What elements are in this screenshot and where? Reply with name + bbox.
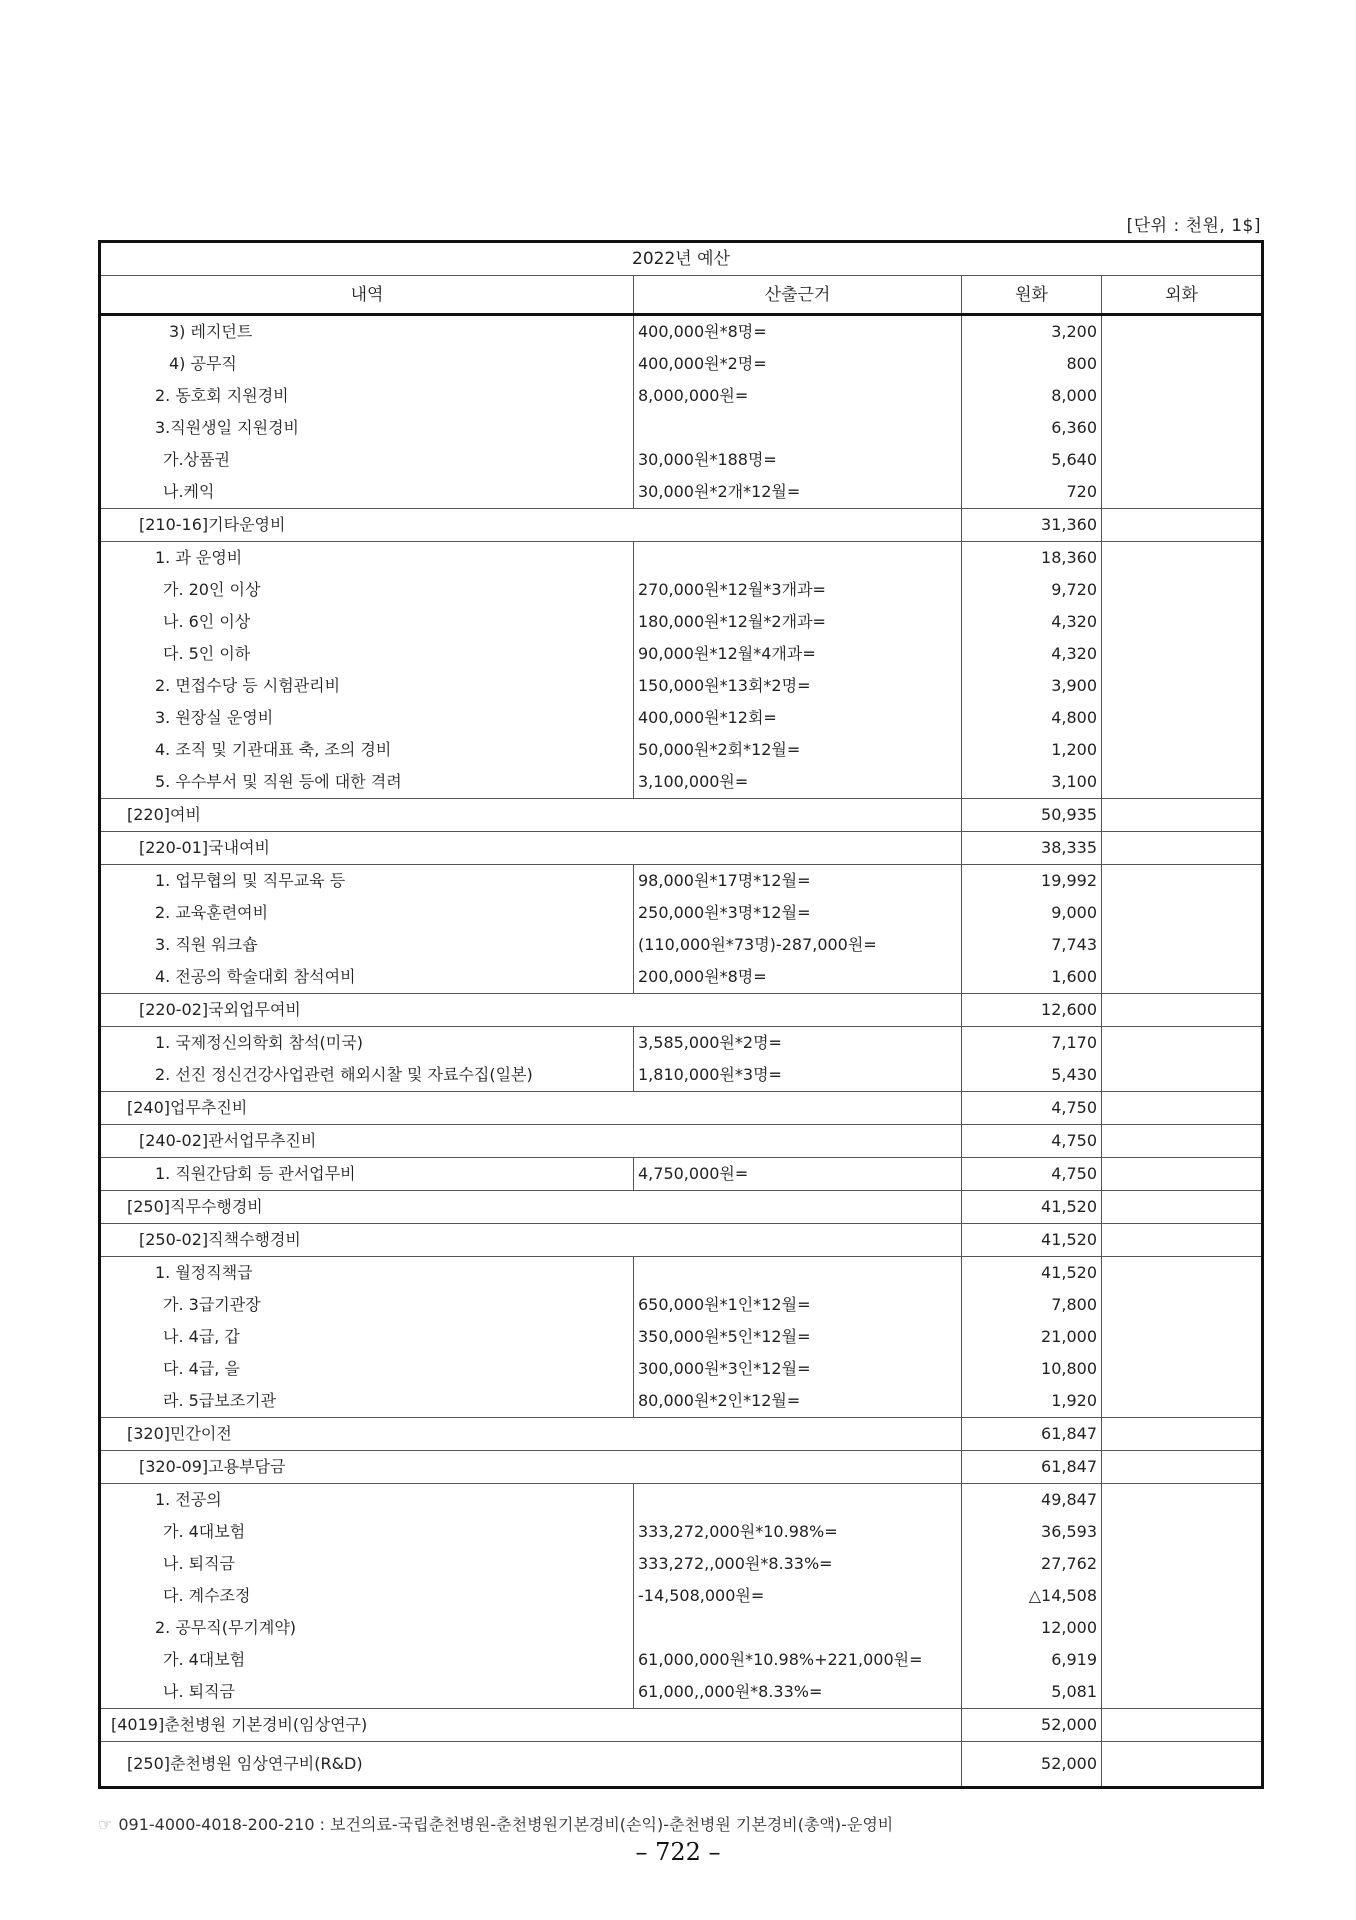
row-description: [250]춘천병원 임상연구비(R&D)	[100, 1742, 962, 1788]
row-description: 5. 우수부서 및 직원 등에 대한 격려	[100, 766, 634, 799]
row-description: 다. 4급, 을	[100, 1353, 634, 1385]
row-foreign-amount	[1102, 574, 1263, 606]
row-foreign-amount	[1102, 1092, 1263, 1125]
table-row	[100, 799, 1263, 832]
table-row	[100, 1385, 1263, 1418]
table-row	[100, 1580, 1263, 1612]
row-description: [4019]춘천병원 기본경비(임상연구)	[100, 1709, 962, 1742]
row-krw-amount: 21,000	[962, 1321, 1102, 1353]
row-foreign-amount	[1102, 1059, 1263, 1092]
row-description: 2. 선진 정신건강사업관련 해외시찰 및 자료수집(일본)	[100, 1059, 634, 1092]
row-basis	[634, 1484, 962, 1517]
row-krw-amount: 720	[962, 476, 1102, 509]
row-description: 다. 계수조정	[100, 1580, 634, 1612]
row-foreign-amount	[1102, 509, 1263, 542]
table-row	[100, 1321, 1263, 1353]
row-krw-amount: 10,800	[962, 1353, 1102, 1385]
row-foreign-amount	[1102, 380, 1263, 412]
row-description: 3) 레지던트	[100, 315, 634, 349]
row-basis: 98,000원*17명*12월=	[634, 865, 962, 898]
row-foreign-amount	[1102, 1484, 1263, 1517]
table-row	[100, 1092, 1263, 1125]
row-basis: 333,272,000원*10.98%=	[634, 1516, 962, 1548]
row-foreign-amount	[1102, 994, 1263, 1027]
row-foreign-amount	[1102, 412, 1263, 444]
row-description: 1. 월정직책급	[100, 1257, 634, 1290]
row-basis: 3,585,000원*2명=	[634, 1027, 962, 1060]
row-foreign-amount	[1102, 1644, 1263, 1676]
row-description: 3. 직원 워크숍	[100, 929, 634, 961]
table-row	[100, 380, 1263, 412]
row-basis: 1,810,000원*3명=	[634, 1059, 962, 1092]
row-krw-amount: 49,847	[962, 1484, 1102, 1517]
row-description: 다. 5인 이하	[100, 638, 634, 670]
row-krw-amount: 3,100	[962, 766, 1102, 799]
row-description: 3.직원생일 지원경비	[100, 412, 634, 444]
row-basis	[634, 1612, 962, 1644]
row-foreign-amount	[1102, 734, 1263, 766]
row-foreign-amount	[1102, 1676, 1263, 1709]
row-foreign-amount	[1102, 1353, 1263, 1385]
row-foreign-amount	[1102, 832, 1263, 865]
table-body	[100, 315, 1263, 1788]
row-foreign-amount	[1102, 638, 1263, 670]
row-description: 4) 공무직	[100, 348, 634, 380]
row-krw-amount: 41,520	[962, 1257, 1102, 1290]
row-description: 2. 공무직(무기계약)	[100, 1612, 634, 1644]
row-foreign-amount	[1102, 1289, 1263, 1321]
table-row	[100, 1451, 1263, 1484]
row-description: 2. 교육훈련여비	[100, 897, 634, 929]
row-basis: 90,000원*12월*4개과=	[634, 638, 962, 670]
row-description: [240]업무추진비	[100, 1092, 962, 1125]
row-krw-amount: 36,593	[962, 1516, 1102, 1548]
pointing-hand-icon: ☞	[98, 1815, 113, 1834]
row-krw-amount: 4,800	[962, 702, 1102, 734]
row-krw-amount: 50,935	[962, 799, 1102, 832]
row-description: [220]여비	[100, 799, 962, 832]
table-row	[100, 348, 1263, 380]
row-basis: 650,000원*1인*12월=	[634, 1289, 962, 1321]
row-krw-amount: 7,800	[962, 1289, 1102, 1321]
table-row	[100, 1353, 1263, 1385]
row-foreign-amount	[1102, 542, 1263, 575]
row-basis: 400,000원*8명=	[634, 315, 962, 349]
row-krw-amount: 800	[962, 348, 1102, 380]
row-description: [220-01]국내여비	[100, 832, 962, 865]
row-description: [210-16]기타운영비	[100, 509, 962, 542]
table-row	[100, 638, 1263, 670]
budget-table	[98, 240, 1264, 1789]
row-foreign-amount	[1102, 1742, 1263, 1788]
row-basis: 3,100,000원=	[634, 766, 962, 799]
footnote-text: 091-4000-4018-200-210 : 보건의료-국립춘천병원-춘천병원기본경비(손익)-춘천병원 기본경비(총액)-운영비	[118, 1815, 894, 1834]
row-basis	[634, 542, 962, 575]
row-basis: 150,000원*13회*2명=	[634, 670, 962, 702]
row-description: 가.상품권	[100, 444, 634, 476]
table-row	[100, 1027, 1263, 1060]
row-basis: 250,000원*3명*12월=	[634, 897, 962, 929]
row-foreign-amount	[1102, 1224, 1263, 1257]
row-basis: 61,000,000원*10.98%+221,000원=	[634, 1644, 962, 1676]
row-krw-amount: 9,000	[962, 897, 1102, 929]
row-foreign-amount	[1102, 702, 1263, 734]
row-krw-amount: 41,520	[962, 1191, 1102, 1224]
row-basis: 270,000원*12월*3개과=	[634, 574, 962, 606]
row-foreign-amount	[1102, 1191, 1263, 1224]
row-basis: (110,000원*73명)-287,000원=	[634, 929, 962, 961]
row-foreign-amount	[1102, 348, 1263, 380]
row-basis: 333,272,,000원*8.33%=	[634, 1548, 962, 1580]
table-row	[100, 865, 1263, 898]
row-basis: 180,000원*12월*2개과=	[634, 606, 962, 638]
unit-label: [단위 : 천원, 1$]	[1126, 216, 1261, 236]
table-row	[100, 961, 1263, 994]
row-krw-amount: 18,360	[962, 542, 1102, 575]
row-foreign-amount	[1102, 315, 1263, 349]
row-krw-amount: 52,000	[962, 1742, 1102, 1788]
row-foreign-amount	[1102, 476, 1263, 509]
row-basis: 61,000,,000원*8.33%=	[634, 1676, 962, 1709]
row-krw-amount: 6,360	[962, 412, 1102, 444]
row-foreign-amount	[1102, 766, 1263, 799]
row-basis: 30,000원*188명=	[634, 444, 962, 476]
table-row	[100, 929, 1263, 961]
row-krw-amount: 19,992	[962, 865, 1102, 898]
table-row	[100, 542, 1263, 575]
row-krw-amount: 5,430	[962, 1059, 1102, 1092]
row-basis: 4,750,000원=	[634, 1158, 962, 1191]
row-krw-amount: 1,920	[962, 1385, 1102, 1418]
table-row	[100, 1125, 1263, 1158]
table-row	[100, 1676, 1263, 1709]
row-basis: 400,000원*2명=	[634, 348, 962, 380]
column-header-description: 내역	[100, 276, 634, 315]
table-row	[100, 1516, 1263, 1548]
table-row	[100, 574, 1263, 606]
row-krw-amount: 12,600	[962, 994, 1102, 1027]
row-description: 가. 4대보험	[100, 1644, 634, 1676]
row-foreign-amount	[1102, 961, 1263, 994]
row-basis	[634, 1257, 962, 1290]
row-foreign-amount	[1102, 799, 1263, 832]
row-description: 4. 조직 및 기관대표 축, 조의 경비	[100, 734, 634, 766]
row-description: 1. 전공의	[100, 1484, 634, 1517]
row-foreign-amount	[1102, 606, 1263, 638]
table-row	[100, 994, 1263, 1027]
table-row	[100, 1612, 1263, 1644]
row-krw-amount: 4,320	[962, 606, 1102, 638]
row-foreign-amount	[1102, 1612, 1263, 1644]
row-krw-amount: 8,000	[962, 380, 1102, 412]
table-row	[100, 1484, 1263, 1517]
row-basis	[634, 412, 962, 444]
row-krw-amount: 4,320	[962, 638, 1102, 670]
row-krw-amount: 12,000	[962, 1612, 1102, 1644]
table-row	[100, 1191, 1263, 1224]
row-description: [250]직무수행경비	[100, 1191, 962, 1224]
table-row	[100, 1709, 1263, 1742]
table-row	[100, 832, 1263, 865]
column-header-krw: 원화	[962, 276, 1102, 315]
row-description: 나. 퇴직금	[100, 1548, 634, 1580]
row-basis: 400,000원*12회=	[634, 702, 962, 734]
row-description: 가. 4대보험	[100, 1516, 634, 1548]
page-number: – 722 –	[635, 1838, 721, 1866]
table-row	[100, 606, 1263, 638]
row-krw-amount: 3,900	[962, 670, 1102, 702]
row-krw-amount: 6,919	[962, 1644, 1102, 1676]
table-row	[100, 702, 1263, 734]
row-description: 1. 직원간담회 등 관서업무비	[100, 1158, 634, 1191]
row-krw-amount: 5,640	[962, 444, 1102, 476]
table-row	[100, 1059, 1263, 1092]
row-description: 나. 4급, 갑	[100, 1321, 634, 1353]
row-foreign-amount	[1102, 897, 1263, 929]
row-description: 3. 원장실 운영비	[100, 702, 634, 734]
row-basis: 30,000원*2개*12월=	[634, 476, 962, 509]
table-row	[100, 1224, 1263, 1257]
row-basis: 350,000원*5인*12월=	[634, 1321, 962, 1353]
row-krw-amount: 1,600	[962, 961, 1102, 994]
row-basis: -14,508,000원=	[634, 1580, 962, 1612]
row-description: [220-02]국외업무여비	[100, 994, 962, 1027]
row-description: 4. 전공의 학술대회 참석여비	[100, 961, 634, 994]
row-krw-amount: 4,750	[962, 1158, 1102, 1191]
row-krw-amount: 27,762	[962, 1548, 1102, 1580]
column-header-foreign: 외화	[1102, 276, 1263, 315]
row-foreign-amount	[1102, 1709, 1263, 1742]
row-krw-amount: 52,000	[962, 1709, 1102, 1742]
row-description: [320-09]고용부담금	[100, 1451, 962, 1484]
row-description: 2. 동호회 지원경비	[100, 380, 634, 412]
row-description: 2. 면접수당 등 시험관리비	[100, 670, 634, 702]
row-foreign-amount	[1102, 1418, 1263, 1451]
row-foreign-amount	[1102, 1580, 1263, 1612]
year-header: 2022년 예산	[100, 242, 1263, 276]
table-row	[100, 444, 1263, 476]
row-foreign-amount	[1102, 1257, 1263, 1290]
row-description: [320]민간이전	[100, 1418, 962, 1451]
row-krw-amount: 4,750	[962, 1092, 1102, 1125]
row-foreign-amount	[1102, 1027, 1263, 1060]
row-description: 1. 과 운영비	[100, 542, 634, 575]
row-foreign-amount	[1102, 929, 1263, 961]
row-krw-amount: 7,170	[962, 1027, 1102, 1060]
row-krw-amount: 4,750	[962, 1125, 1102, 1158]
row-krw-amount: △14,508	[962, 1580, 1102, 1612]
row-description: 1. 업무협의 및 직무교육 등	[100, 865, 634, 898]
row-foreign-amount	[1102, 1321, 1263, 1353]
table-row	[100, 1644, 1263, 1676]
table-row	[100, 476, 1263, 509]
row-basis: 50,000원*2회*12월=	[634, 734, 962, 766]
row-foreign-amount	[1102, 1548, 1263, 1580]
row-basis: 8,000,000원=	[634, 380, 962, 412]
footnote	[98, 1812, 893, 1835]
table-row	[100, 1742, 1263, 1788]
row-krw-amount: 61,847	[962, 1418, 1102, 1451]
row-foreign-amount	[1102, 1385, 1263, 1418]
row-foreign-amount	[1102, 1158, 1263, 1191]
row-foreign-amount	[1102, 670, 1263, 702]
row-krw-amount: 7,743	[962, 929, 1102, 961]
row-description: 1. 국제정신의학회 참석(미국)	[100, 1027, 634, 1060]
row-krw-amount: 5,081	[962, 1676, 1102, 1709]
table-row	[100, 734, 1263, 766]
row-description: 나. 퇴직금	[100, 1676, 634, 1709]
table-row	[100, 1289, 1263, 1321]
row-krw-amount: 38,335	[962, 832, 1102, 865]
row-basis: 300,000원*3인*12월=	[634, 1353, 962, 1385]
row-description: [250-02]직책수행경비	[100, 1224, 962, 1257]
table-row	[100, 1158, 1263, 1191]
row-description: 가. 20인 이상	[100, 574, 634, 606]
row-description: 라. 5급보조기관	[100, 1385, 634, 1418]
table-row	[100, 1548, 1263, 1580]
row-basis: 200,000원*8명=	[634, 961, 962, 994]
row-krw-amount: 41,520	[962, 1224, 1102, 1257]
table-row	[100, 766, 1263, 799]
row-krw-amount: 61,847	[962, 1451, 1102, 1484]
table-row	[100, 897, 1263, 929]
row-foreign-amount	[1102, 1451, 1263, 1484]
row-description: 가. 3급기관장	[100, 1289, 634, 1321]
column-header-basis: 산출근거	[634, 276, 962, 315]
table-row	[100, 1257, 1263, 1290]
row-basis: 80,000원*2인*12월=	[634, 1385, 962, 1418]
table-row	[100, 315, 1263, 349]
row-foreign-amount	[1102, 1516, 1263, 1548]
row-krw-amount: 31,360	[962, 509, 1102, 542]
row-description: 나.케익	[100, 476, 634, 509]
row-description: 나. 6인 이상	[100, 606, 634, 638]
row-description: [240-02]관서업무추진비	[100, 1125, 962, 1158]
table-row	[100, 509, 1263, 542]
row-foreign-amount	[1102, 444, 1263, 476]
row-krw-amount: 9,720	[962, 574, 1102, 606]
row-foreign-amount	[1102, 1125, 1263, 1158]
table-row	[100, 1418, 1263, 1451]
table-row	[100, 412, 1263, 444]
row-krw-amount: 1,200	[962, 734, 1102, 766]
row-foreign-amount	[1102, 865, 1263, 898]
table-row	[100, 670, 1263, 702]
row-krw-amount: 3,200	[962, 315, 1102, 349]
